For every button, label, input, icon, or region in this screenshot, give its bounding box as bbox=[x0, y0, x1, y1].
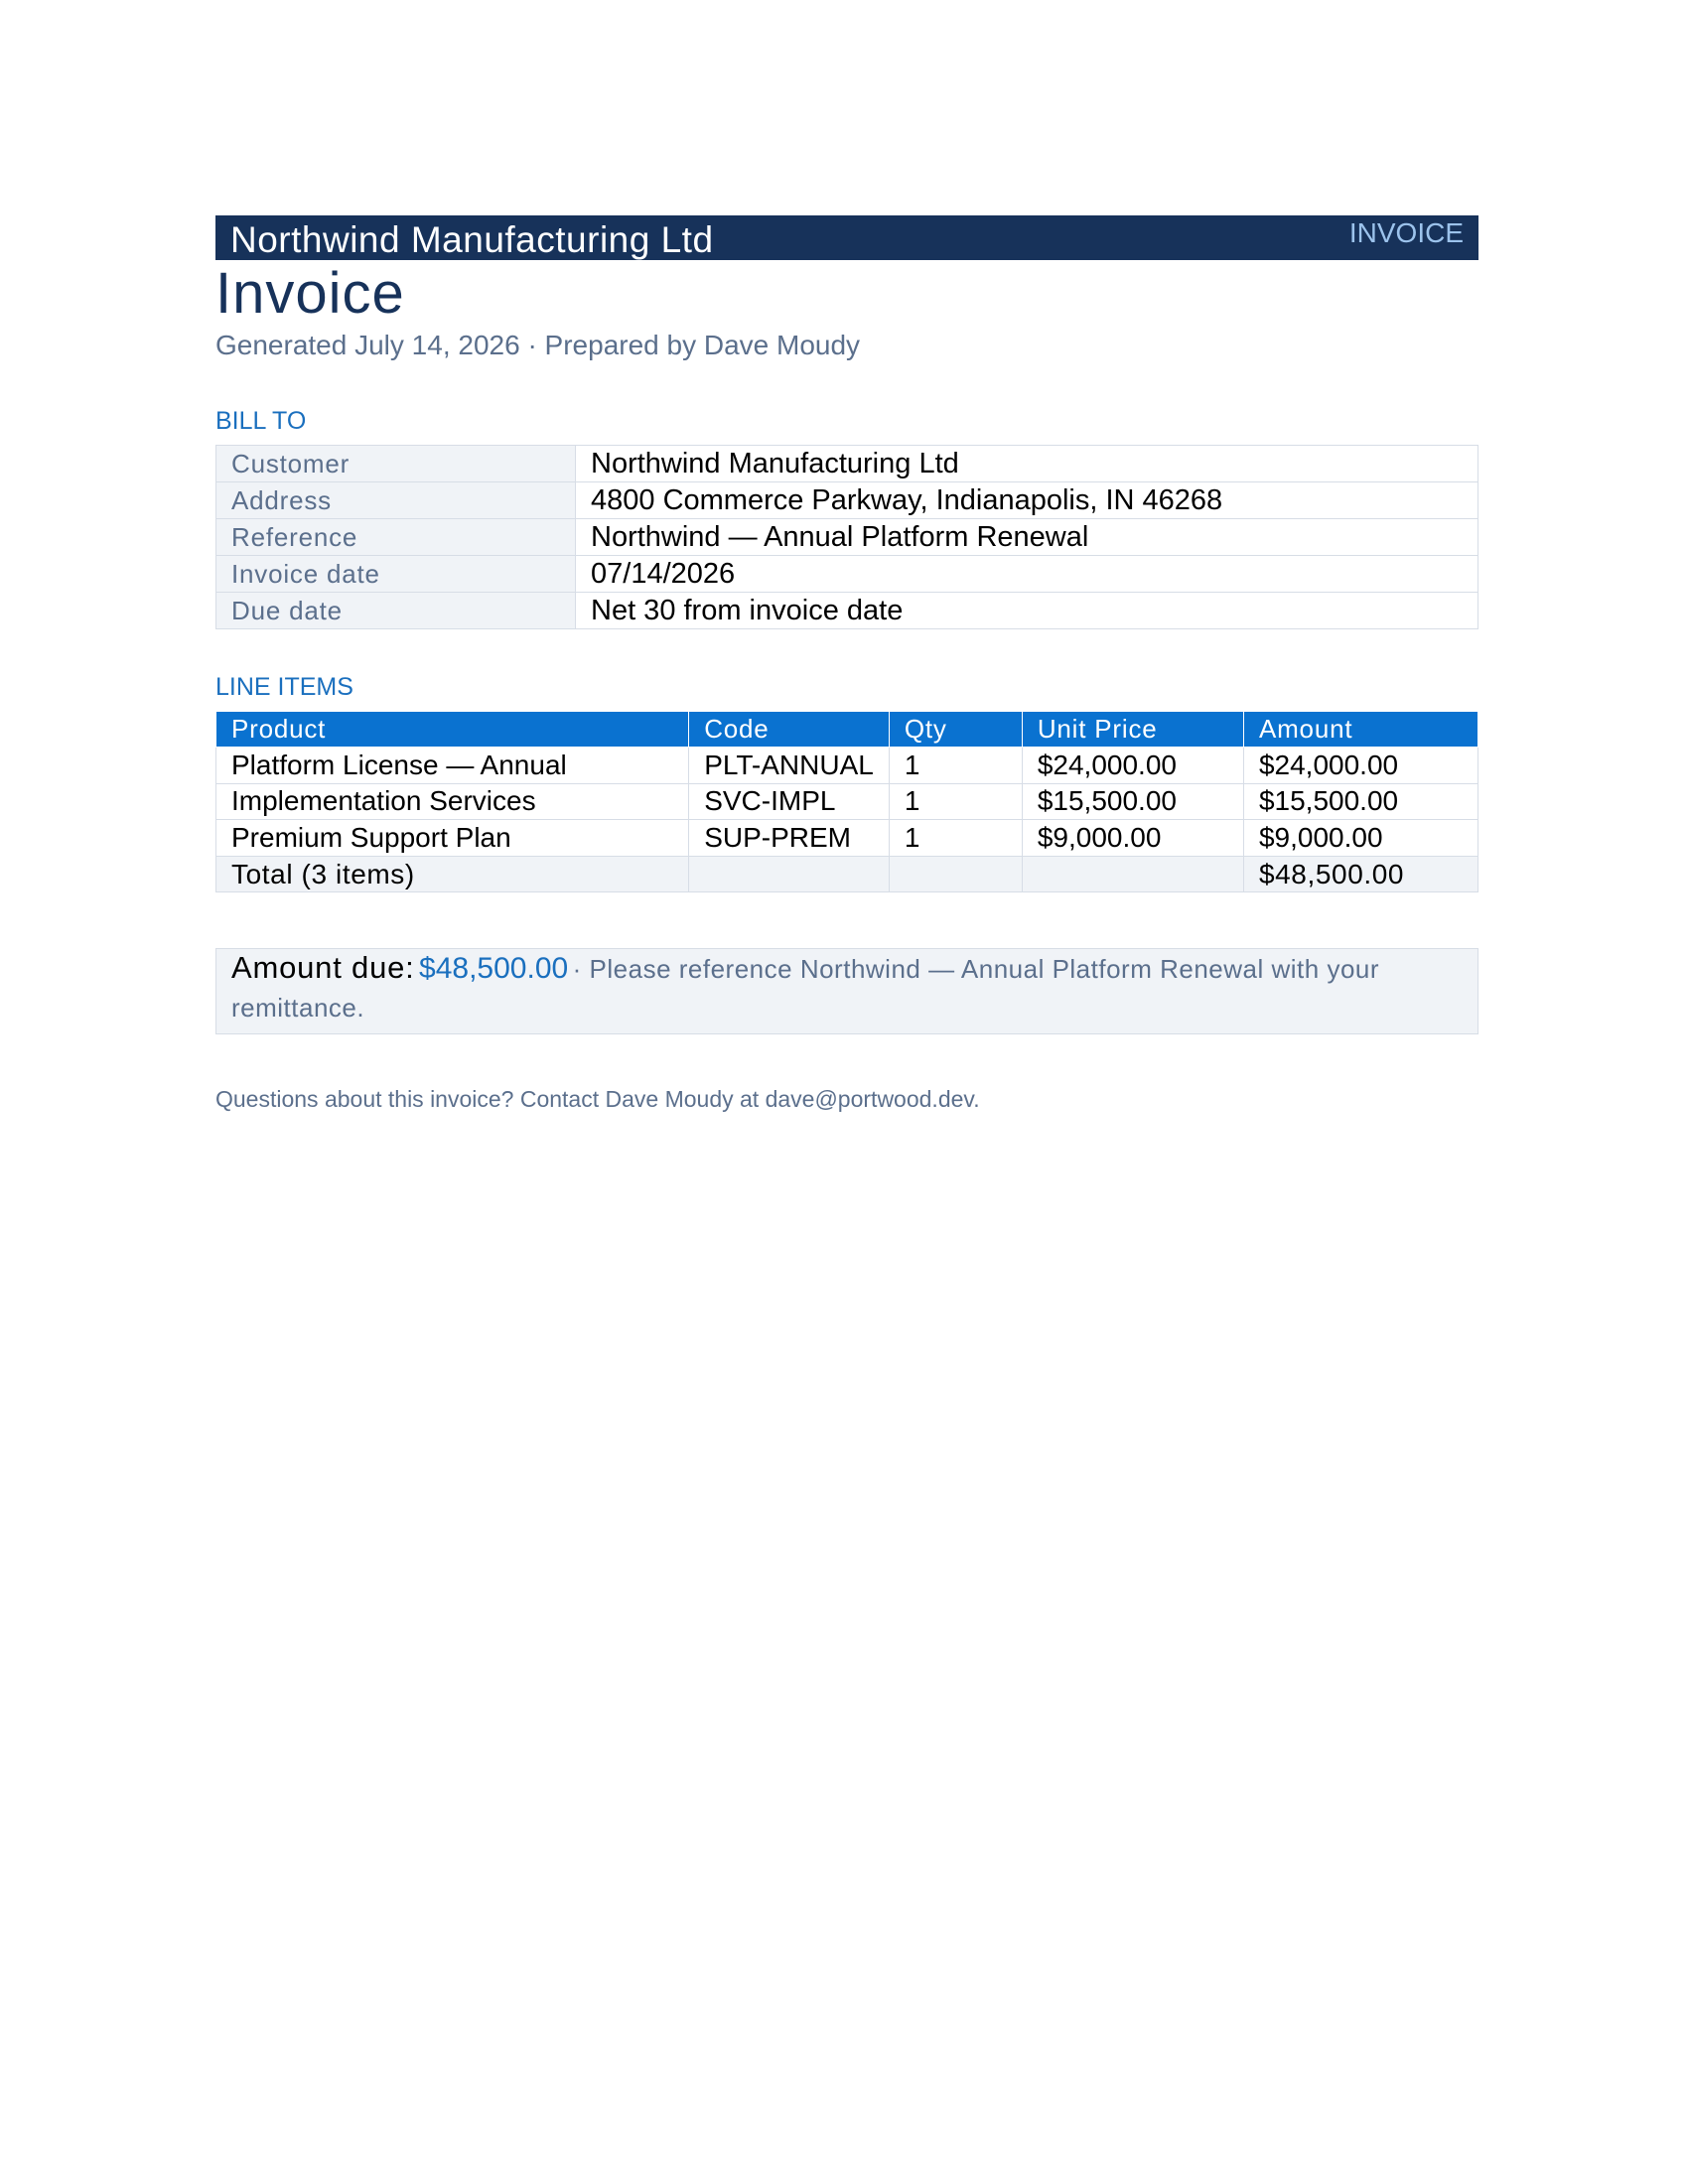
bill-to-value: Northwind Manufacturing Ltd bbox=[576, 446, 1478, 482]
line-items-heading: LINE ITEMS bbox=[215, 673, 353, 701]
table-row bbox=[216, 748, 1478, 784]
total-label: Total (3 items) bbox=[216, 856, 689, 892]
cell-product: Platform License — Annual bbox=[216, 748, 689, 784]
total-row bbox=[216, 856, 1478, 892]
bill-to-label: Customer bbox=[216, 446, 576, 482]
cell-code: SVC-IMPL bbox=[689, 783, 890, 820]
cell-unit-price: $24,000.00 bbox=[1022, 748, 1243, 784]
cell-qty: 1 bbox=[889, 783, 1022, 820]
bill-to-value: Net 30 from invoice date bbox=[576, 593, 1478, 629]
cell-amount: $15,500.00 bbox=[1243, 783, 1477, 820]
bill-to-heading: BILL TO bbox=[215, 407, 307, 435]
cell-qty: 1 bbox=[889, 820, 1022, 857]
column-header-amount: Amount bbox=[1243, 712, 1477, 748]
cell-amount: $24,000.00 bbox=[1243, 748, 1477, 784]
total-empty-cell bbox=[689, 856, 890, 892]
bill-to-value: 07/14/2026 bbox=[576, 556, 1478, 593]
invoice-page bbox=[215, 215, 1478, 1113]
contact-footer: Questions about this invoice? Contact Dave Moudy at dave@portwood.dev. bbox=[215, 1086, 980, 1113]
total-empty-cell bbox=[889, 856, 1022, 892]
column-header-code: Code bbox=[689, 712, 890, 748]
line-items-table bbox=[215, 711, 1478, 892]
page-title: Invoice bbox=[215, 261, 405, 326]
cell-amount: $9,000.00 bbox=[1243, 820, 1477, 857]
amount-due-label: Amount due: bbox=[231, 950, 415, 986]
header-bar bbox=[215, 215, 1478, 260]
cell-code: SUP-PREM bbox=[689, 820, 890, 857]
remittance-note: · Please reference Northwind — Annual Platform Renewal with your remittance. bbox=[231, 954, 1380, 1024]
total-empty-cell bbox=[1022, 856, 1243, 892]
table-row bbox=[216, 783, 1478, 820]
bill-to-value: Northwind — Annual Platform Renewal bbox=[576, 519, 1478, 556]
total-amount: $48,500.00 bbox=[1243, 856, 1477, 892]
bill-to-table bbox=[215, 445, 1478, 629]
table-row bbox=[216, 820, 1478, 857]
amount-due-value: $48,500.00 bbox=[419, 952, 569, 986]
company-name: Northwind Manufacturing Ltd bbox=[230, 219, 714, 260]
bill-to-row bbox=[216, 519, 1478, 556]
cell-product: Implementation Services bbox=[216, 783, 689, 820]
document-type-label: INVOICE bbox=[1348, 217, 1464, 248]
page-subtitle: Generated July 14, 2026 · Prepared by Dave Moudy bbox=[215, 330, 861, 360]
bill-to-row bbox=[216, 482, 1478, 519]
column-header-unit-price: Unit Price bbox=[1022, 712, 1243, 748]
amount-due-box bbox=[215, 948, 1478, 1034]
bill-to-label: Due date bbox=[216, 593, 576, 629]
column-header-qty: Qty bbox=[889, 712, 1022, 748]
cell-qty: 1 bbox=[889, 748, 1022, 784]
table-header-row bbox=[216, 712, 1478, 748]
bill-to-value: 4800 Commerce Parkway, Indianapolis, IN 46268 bbox=[576, 482, 1478, 519]
bill-to-label: Invoice date bbox=[216, 556, 576, 593]
bill-to-label: Reference bbox=[216, 519, 576, 556]
bill-to-row bbox=[216, 556, 1478, 593]
column-header-product: Product bbox=[216, 712, 689, 748]
cell-product: Premium Support Plan bbox=[216, 820, 689, 857]
bill-to-label: Address bbox=[216, 482, 576, 519]
bill-to-row bbox=[216, 593, 1478, 629]
cell-code: PLT-ANNUAL bbox=[689, 748, 890, 784]
cell-unit-price: $9,000.00 bbox=[1022, 820, 1243, 857]
cell-unit-price: $15,500.00 bbox=[1022, 783, 1243, 820]
bill-to-row bbox=[216, 446, 1478, 482]
